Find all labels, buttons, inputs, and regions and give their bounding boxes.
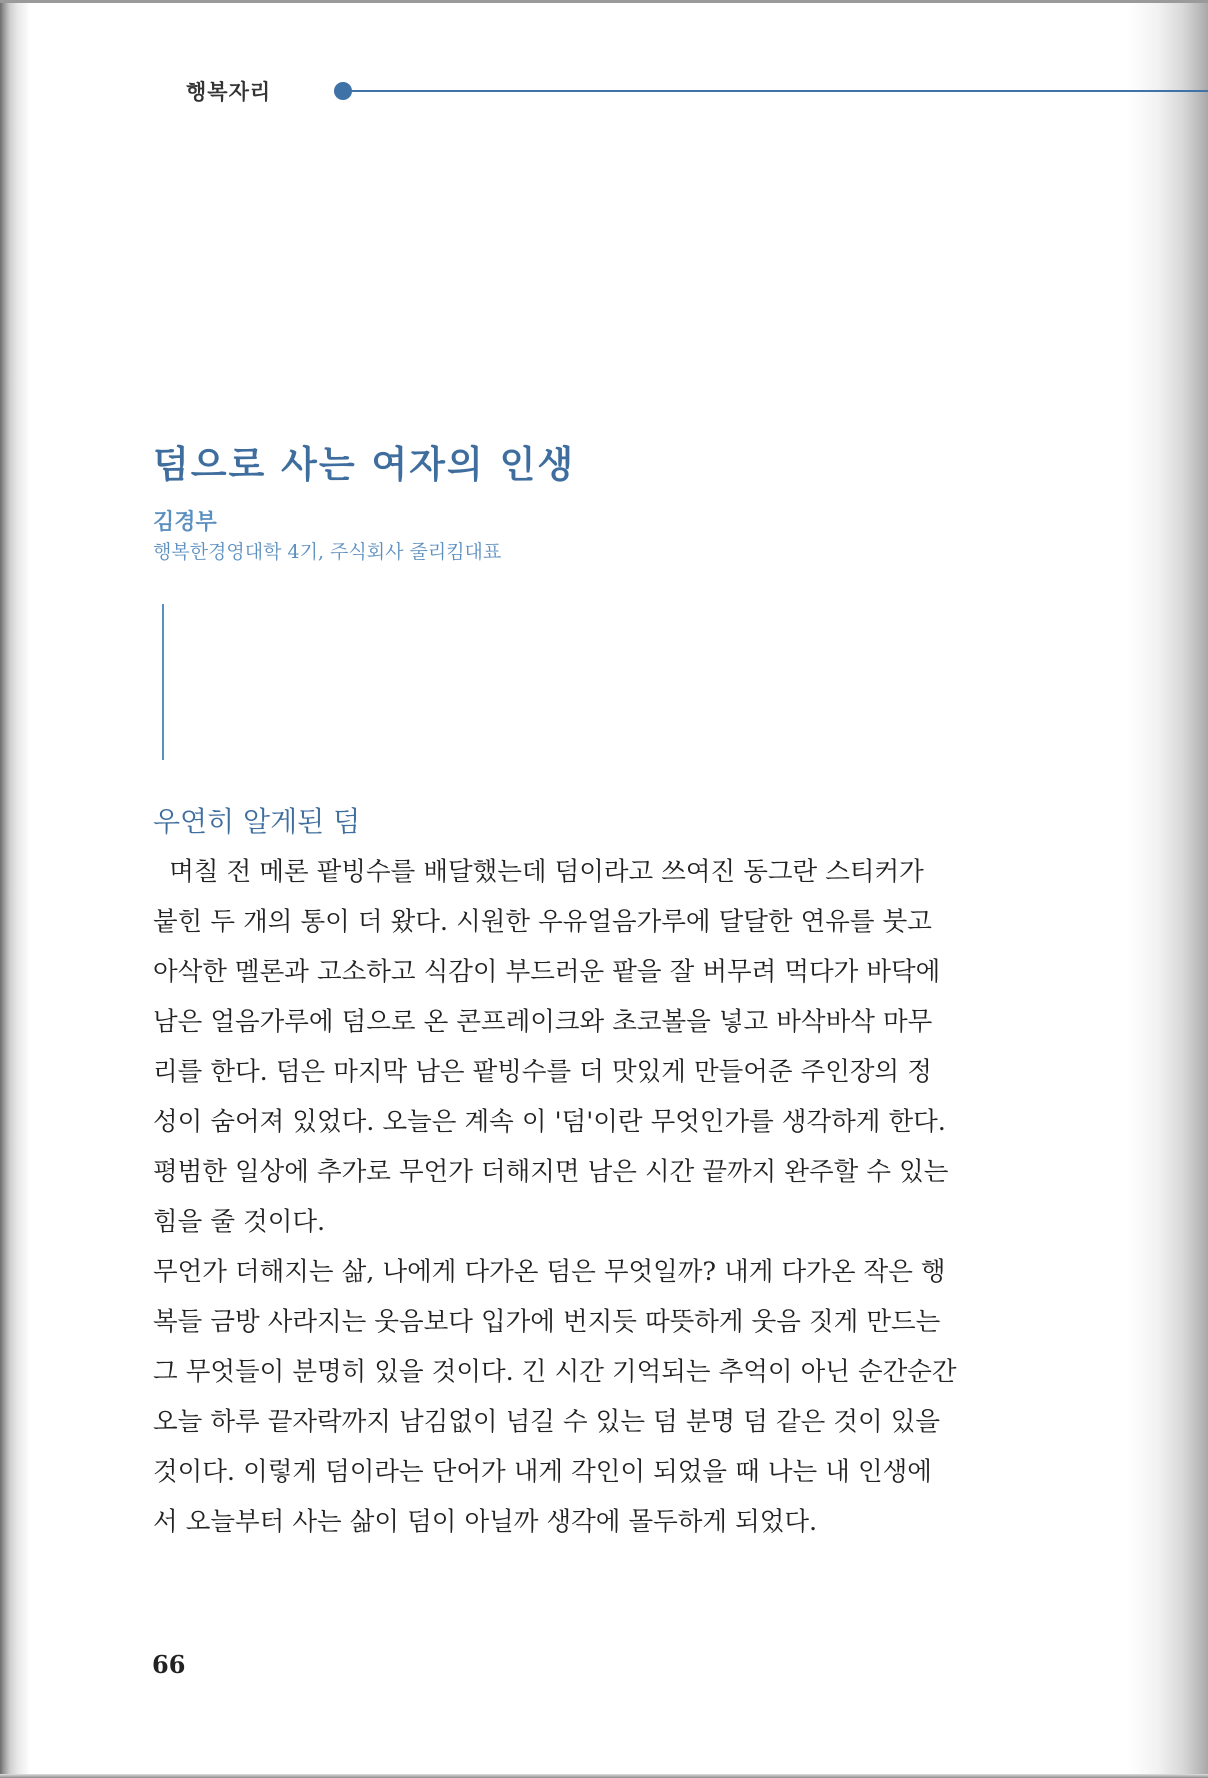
page-top-border	[0, 0, 1208, 3]
body-line: 평범한 일상에 추가로 무언가 더해지면 남은 시간 끝까지 완주할 수 있는	[153, 1157, 949, 1187]
page-number: 66	[152, 1650, 186, 1679]
body-line: 오늘 하루 끝자락까지 남김없이 넘길 수 있는 덤 분명 덤 같은 것이 있을	[153, 1407, 940, 1437]
page-binding-shadow	[0, 0, 30, 1778]
section-heading: 우연히 알게된 덤	[153, 805, 361, 838]
decorative-vertical-rule	[162, 604, 164, 760]
body-line: 힘을 줄 것이다.	[153, 1207, 326, 1237]
running-header-title: 행복자리	[186, 79, 272, 104]
body-line: 아삭한 멜론과 고소하고 식감이 부드러운 팥을 잘 버무려 먹다가 바닥에	[153, 957, 941, 987]
body-line: 서 오늘부터 사는 삶이 덤이 아닐까 생각에 몰두하게 되었다.	[153, 1507, 818, 1537]
body-line: 남은 얼음가루에 덤으로 온 콘프레이크와 초코볼을 넣고 바삭바삭 마무	[153, 1007, 933, 1037]
body-line: 리를 한다. 덤은 마지막 남은 팥빙수를 더 맛있게 만들어준 주인장의 정	[153, 1057, 932, 1087]
page-edge-shadow	[1128, 0, 1208, 1778]
body-line: 무언가 더해지는 삶, 나에게 다가온 덤은 무엇일까? 내게 다가온 작은 행	[153, 1257, 946, 1287]
header-rule	[346, 90, 1208, 92]
body-line: 붙힌 두 개의 통이 더 왔다. 시원한 우유얼음가루에 달달한 연유를 붓고	[153, 907, 932, 937]
author-affiliation: 행복한경영대학 4기, 주식회사 줄리킴대표	[153, 541, 502, 563]
body-line: 성이 숨어져 있었다. 오늘은 계속 이 '덤'이란 무엇인가를 생각하게 한다.	[153, 1107, 946, 1137]
author-name: 김경부	[153, 509, 217, 535]
article-title: 덤으로 사는 여자의 인생	[153, 442, 576, 486]
body-line: 그 무엇들이 분명히 있을 것이다. 긴 시간 기억되는 추억이 아닌 순간순간	[153, 1357, 957, 1387]
body-line: 며칠 전 메론 팥빙수를 배달했는데 덤이라고 쓰여진 동그란 스티커가	[153, 857, 924, 887]
article-body	[153, 847, 1033, 1547]
page-bottom-border	[0, 1774, 1208, 1778]
body-line: 복들 금방 사라지는 웃음보다 입가에 번지듯 따뜻하게 웃음 짓게 만드는	[153, 1307, 941, 1337]
body-line: 것이다. 이렇게 덤이라는 단어가 내게 각인이 되었을 때 나는 내 인생에	[153, 1457, 932, 1487]
